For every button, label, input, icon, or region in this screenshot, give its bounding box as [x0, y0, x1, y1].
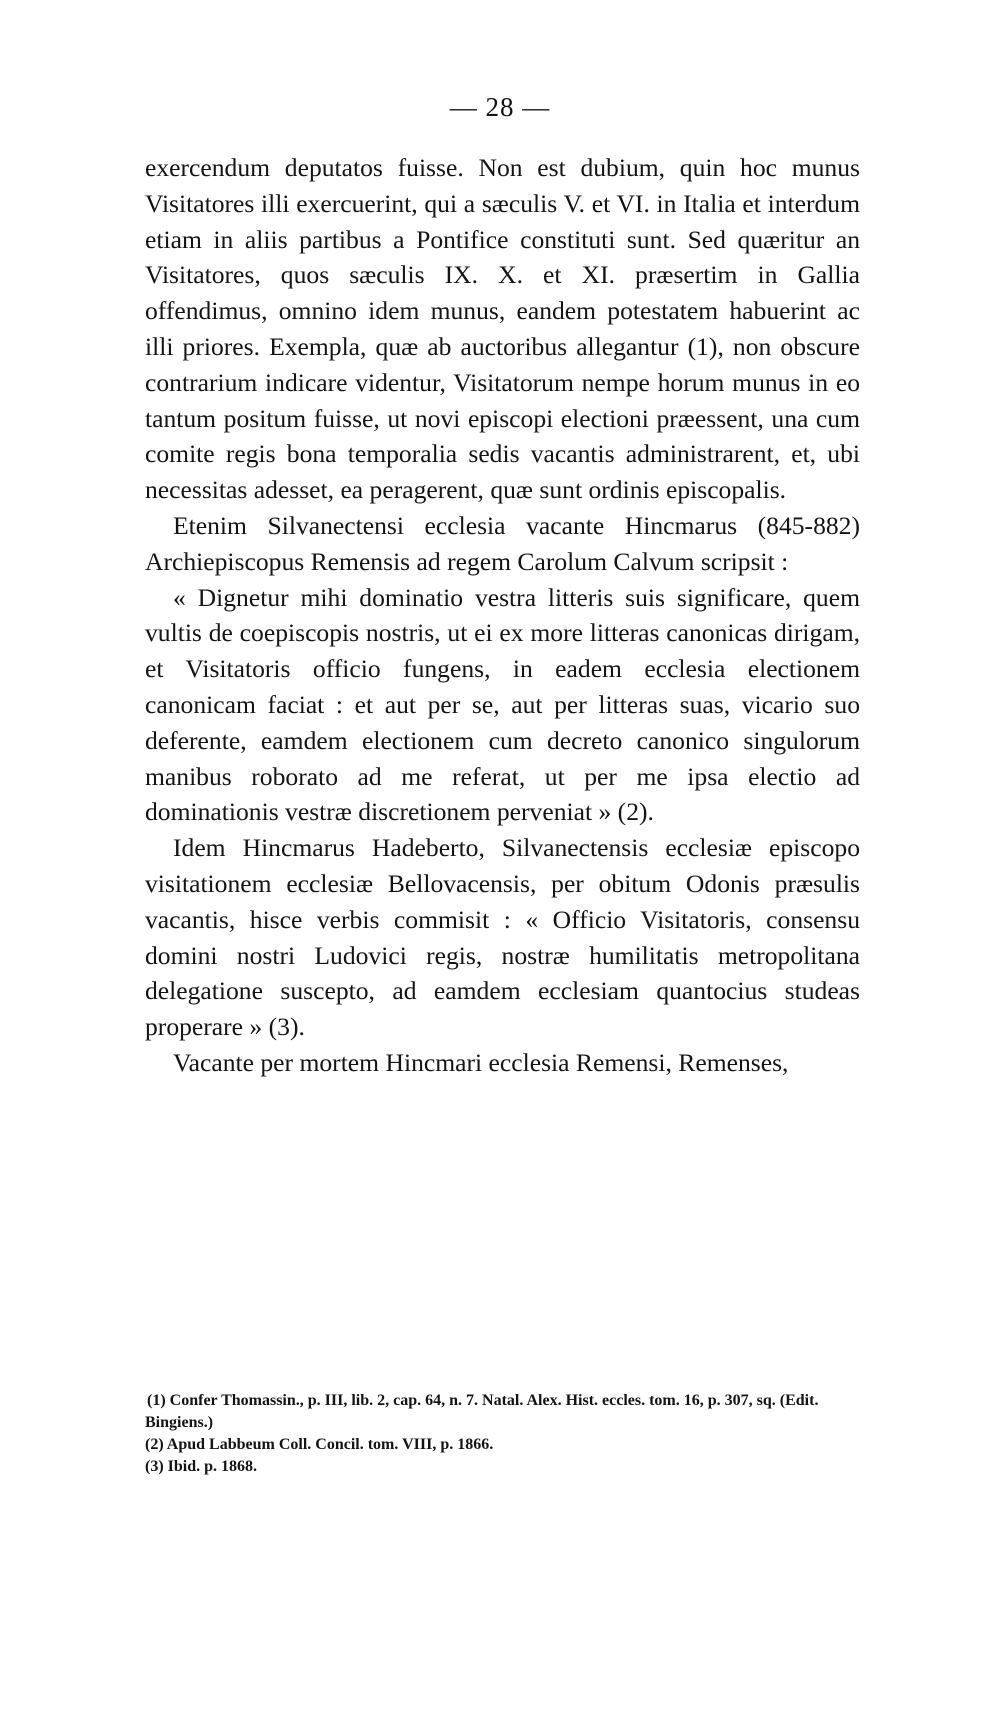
footnote: (1) Confer Thomassin., p. III, lib. 2, cap. 64, n. 7. Natal. Alex. Hist. eccles. tom. 16, p. 307, sq. (Edit. Bingiens.)	[145, 1392, 819, 1431]
paragraph: Idem Hincmarus Hadeberto, Silvanectensis ecclesiæ episcopo visitationem ecclesiæ Bellovacensis, per obitum Odonis præsulis vacantis, hisce verbis commisit : « Officio Visitatoris, consensu domini nostri Ludovici regis, nostræ humilitatis metropolitana delegatione suscepto, ad eamdem ecclesiam quantocius studeas properare » (3).	[145, 833, 860, 1042]
footnotes	[145, 1390, 860, 1478]
footnote: (3) Ibid. p. 1868.	[145, 1458, 258, 1475]
quotation-paragraph: « Dignetur mihi dominatio vestra litteris suis significare, quem vultis de coepiscopis nostris, ut ei ex more litteras canonicas dirigam, et Visitatoris officio fungens, in eadem ecclesia electionem canonicam faciat : et aut per se, aut per litteras suas, vicario suo deferente, eamdem electionem cum decreto canonico singulorum manibus roborato ad me referat, ut per me ipsa electio ad dominationis vestræ discretionem perveniat » (2).	[145, 582, 860, 827]
paragraph: Etenim Silvanectensi ecclesia vacante Hincmarus (845-882) Archiepiscopus Remensis ad regem Carolum Calvum scripsit :	[145, 510, 860, 576]
paragraph: exercendum deputatos fuisse. Non est dubium, quin hoc munus Visitatores illi exercuerint, qui a sæculis V. et VI. in Italia et interdum etiam in aliis partibus a Pontifice constituti sunt. Sed quæritur an Visitatores, quos sæculis IX. X. et XI. præsertim in Gallia offendimus, omnino idem munus, eandem potestatem habuerint ac illi priores. Exempla, quæ ab auctoribus allegantur (1), non obscure contrarium indicare videntur, Visitatorum nempe horum munus in eo tantum positum fuisse, ut novi episcopi electioni præessent, una cum comite regis bona temporalia sedis vacantis administrarent, et, ubi necessitas adesset, ea peragerent, quæ sunt ordinis episcopalis.	[145, 153, 860, 505]
footnote: (2) Apud Labbeum Coll. Concil. tom. VIII, p. 1866.	[145, 1436, 494, 1453]
paragraph: Vacante per mortem Hincmari ecclesia Remensi, Remenses,	[173, 1047, 789, 1077]
page-number: — 28 —	[449, 92, 551, 122]
main-text	[145, 150, 860, 1081]
